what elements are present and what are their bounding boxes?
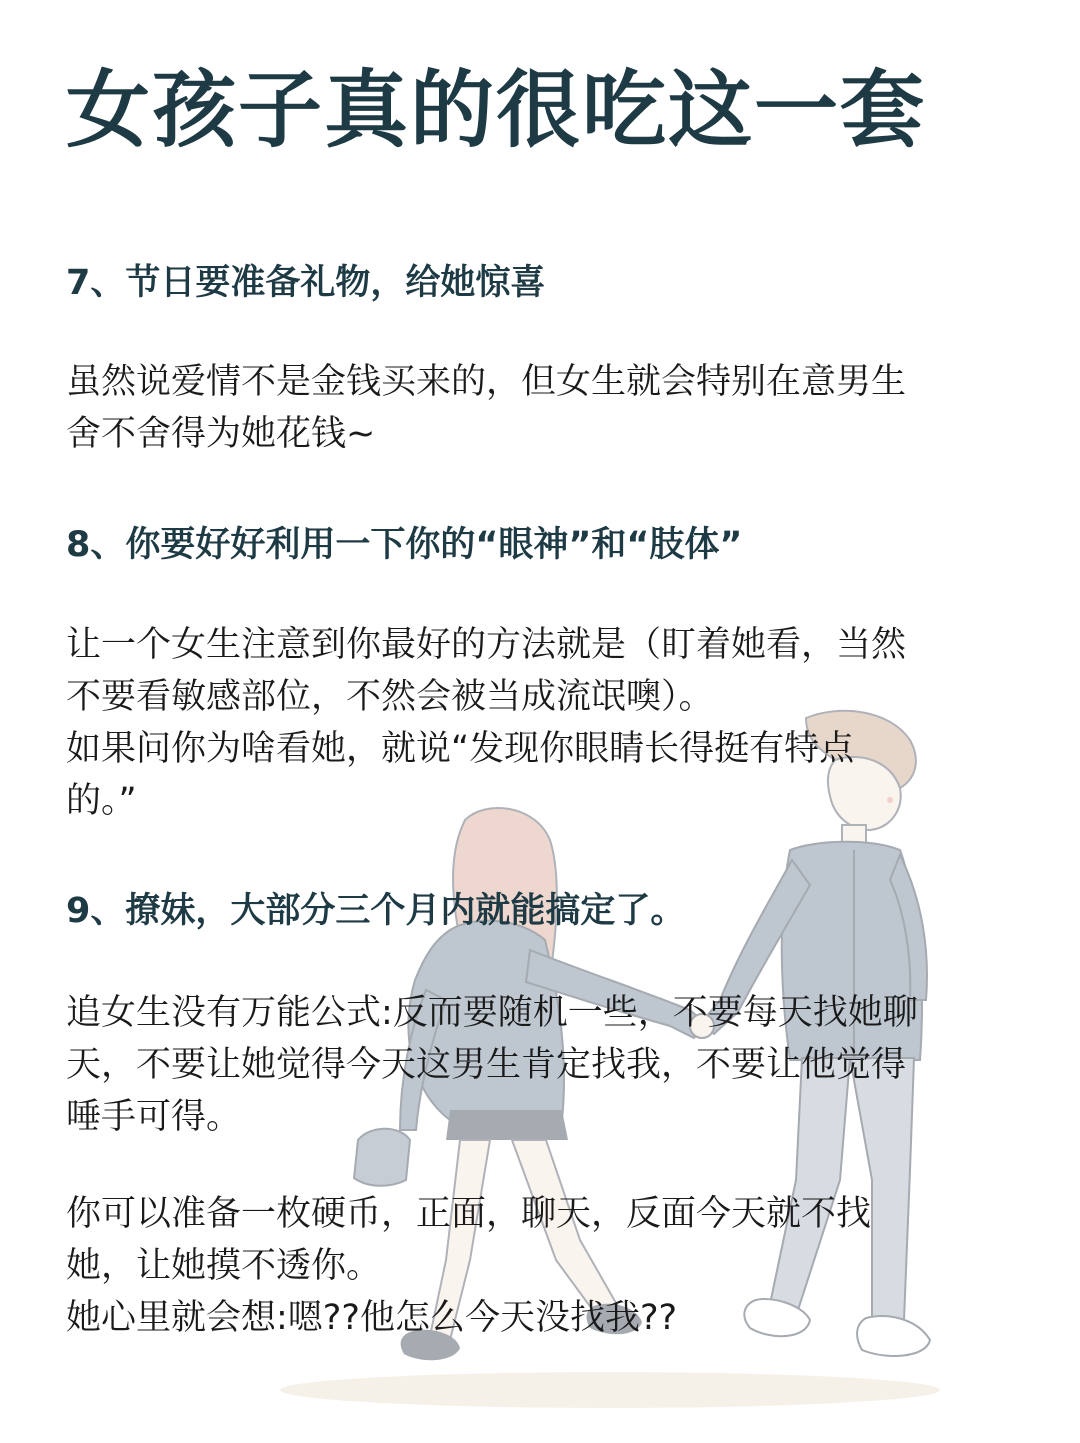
text-line: 虽然说爱情不是金钱买来的，但女生就会特别在意男生 <box>66 362 907 402</box>
page-title: 女孩子真的很吃这一套 <box>66 61 927 159</box>
text-line: 你可以准备一枚硬币，正面，聊天，反面今天就不找 <box>66 1194 872 1234</box>
text-line: 让一个女生注意到你最好的方法就是（盯着她看，当然 <box>66 625 907 665</box>
section-heading-7: 7、节日要准备礼物，给她惊喜 <box>66 263 546 303</box>
text-line: 天，不要让她觉得今天这男生肯定找我，不要让他觉得 <box>66 1045 907 1085</box>
section-heading-8: 8、你要好好利用一下你的“眼神”和“肢体” <box>66 525 743 565</box>
text-line: 追女生没有万能公式:反而要随机一些，不要每天找她聊 <box>66 993 918 1033</box>
section-9-paragraph-1 <box>66 987 1016 1143</box>
text-line: 的。” <box>66 781 137 821</box>
section-7-paragraph <box>66 356 1016 460</box>
text-line: 不要看敏感部位，不然会被当成流氓噢）。 <box>66 677 714 717</box>
text-line: 舍不舍得为她花钱~ <box>66 414 376 454</box>
text-line: 她，让她摸不透你。 <box>66 1246 382 1286</box>
text-line: 如果问你为啥看她，就说“发现你眼睛长得挺有特点 <box>66 729 855 769</box>
section-heading-9: 9、撩妹，大部分三个月内就能搞定了。 <box>66 891 686 931</box>
text-line: 唾手可得。 <box>66 1097 242 1137</box>
text-line: 她心里就会想:嗯??他怎么今天没找我?? <box>66 1298 678 1338</box>
section-8-paragraph <box>66 619 1016 827</box>
section-9-paragraph-2 <box>66 1188 1016 1344</box>
